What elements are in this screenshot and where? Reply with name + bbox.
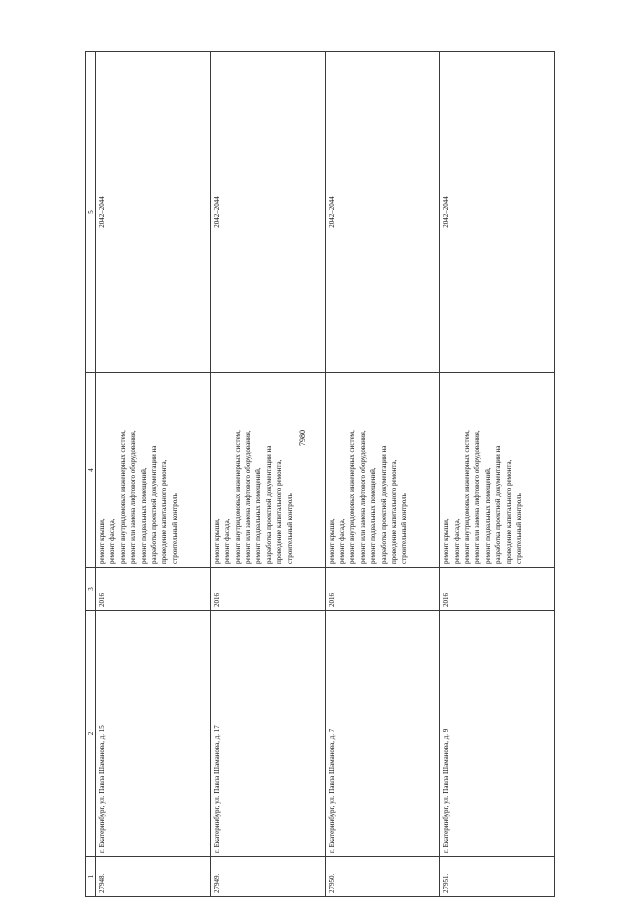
table-row <box>440 52 555 897</box>
work-item: ремонт фасада, <box>223 518 232 564</box>
work-item: ремонт внутридомовых инженерных систем, <box>463 430 472 564</box>
row-address: г. Екатеринбург, ул. Павла Шаманова, д. 17 <box>210 611 325 857</box>
work-item: ремонт или замена лифтового оборудования, <box>243 430 252 564</box>
row-period-cell <box>210 52 325 373</box>
row-works <box>96 373 211 568</box>
work-item: разработка проектной документации на <box>379 445 388 564</box>
work-item: строительный контроль <box>170 493 179 564</box>
work-item: ремонт крыши, <box>212 518 221 564</box>
work-item: ремонт крыши, <box>442 518 451 564</box>
work-item: ремонт подвальных помещений, <box>483 467 492 564</box>
row-number: 27949. <box>210 857 325 897</box>
work-item: ремонт фасада, <box>108 518 117 564</box>
work-item: ремонт внутридомовых инженерных систем, <box>233 430 242 564</box>
row-year-cell <box>325 568 440 611</box>
header-col-1: 1 <box>86 857 96 897</box>
row-works <box>210 373 325 568</box>
work-item: ремонт фасада, <box>452 518 461 564</box>
work-item: проведение капитального ремонта, <box>504 459 513 564</box>
work-item: разработка проектной документации на <box>264 445 273 564</box>
work-item: ремонт внутридомовых инженерных систем, <box>118 430 127 564</box>
capital-repair-table <box>85 51 555 897</box>
row-period: 2042–2044 <box>98 196 106 228</box>
work-item: разработка проектной документации на <box>494 445 503 564</box>
row-year: 2016 <box>212 593 221 607</box>
work-item: ремонт фасада, <box>337 518 346 564</box>
header-col-4: 4 <box>86 373 96 568</box>
table-row <box>325 52 440 897</box>
work-item: ремонт крыши, <box>327 518 336 564</box>
row-number: 27948. <box>96 857 211 897</box>
work-item: проведение капитального ремонта, <box>389 459 398 564</box>
work-item: ремонт или замена лифтового оборудования, <box>473 430 482 564</box>
table-header-row <box>86 52 96 897</box>
row-year-cell <box>210 568 325 611</box>
page-number: 7980 <box>298 430 307 446</box>
row-number: 27951. <box>440 857 555 897</box>
row-year: 2016 <box>442 593 451 607</box>
row-year-cell <box>96 568 211 611</box>
table-row <box>210 52 325 897</box>
row-year: 2016 <box>98 593 106 607</box>
work-item: строительный контроль <box>515 493 524 564</box>
row-address: г. Екатеринбург, ул. Павла Шаманова, д. 7 <box>325 611 440 857</box>
row-works <box>325 373 440 568</box>
work-item: ремонт или замена лифтового оборудования, <box>129 430 138 564</box>
row-number: 27950. <box>325 857 440 897</box>
row-period: 2042–2044 <box>212 196 221 228</box>
work-item: разработка проектной документации на <box>150 445 159 564</box>
row-address: г. Екатеринбург, ул. Павла Шаманова, д. 15 <box>96 611 211 857</box>
work-item: ремонт подвальных помещений, <box>139 467 148 564</box>
row-year-cell <box>440 568 555 611</box>
row-period: 2042–2044 <box>327 196 336 228</box>
work-item: проведение капитального ремонта, <box>160 459 169 564</box>
work-item: проведение капитального ремонта, <box>275 459 284 564</box>
row-address: г. Екатеринбург, ул. Павла Шаманова, д. 9 <box>440 611 555 857</box>
work-item: ремонт внутридомовых инженерных систем, <box>348 430 357 564</box>
register-table-container <box>85 77 555 897</box>
row-works <box>440 373 555 568</box>
row-period-cell <box>325 52 440 373</box>
header-col-5: 5 <box>86 52 96 373</box>
table-row <box>96 52 211 897</box>
row-year: 2016 <box>327 593 336 607</box>
work-item: строительный контроль <box>400 493 409 564</box>
work-item: ремонт или замена лифтового оборудования, <box>358 430 367 564</box>
row-period-cell <box>96 52 211 373</box>
work-item: ремонт подвальных помещений, <box>254 467 263 564</box>
work-item: строительный контроль <box>285 493 294 564</box>
header-col-2: 2 <box>86 611 96 857</box>
work-item: ремонт крыши, <box>98 518 106 564</box>
row-period-cell <box>440 52 555 373</box>
rotated-table-frame <box>85 77 555 897</box>
row-period: 2042–2044 <box>442 196 451 228</box>
header-col-3: 3 <box>86 568 96 611</box>
work-item: ремонт подвальных помещений, <box>369 467 378 564</box>
